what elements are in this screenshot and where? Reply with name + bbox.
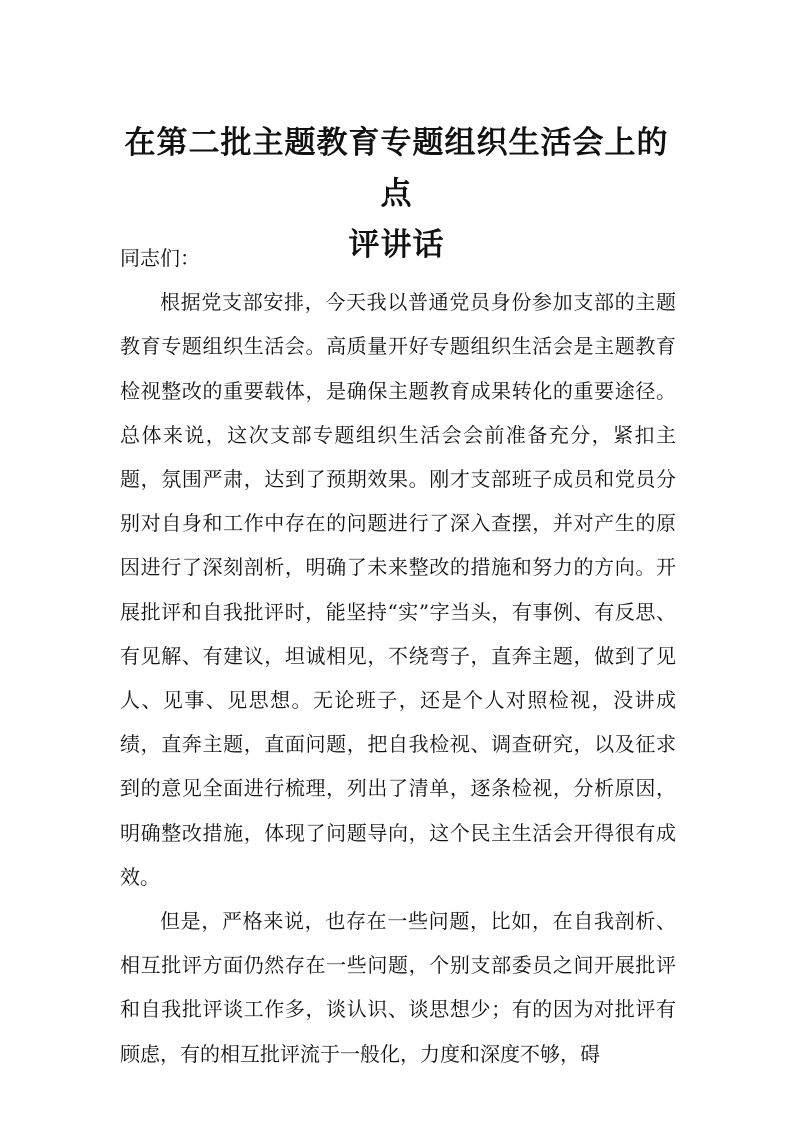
title-line-2: 评讲话	[348, 227, 445, 263]
paragraph: 但是，严格来说，也存在一些问题，比如，在自我剖析、相互批评方面仍然存在一些问题，个别支部委员之间开展批评和自我批评谈工作多，谈认识、谈思想少；有的因为对批评有顾虑，有的相互批评流于一般化，力度和深度不够，碍	[120, 909, 676, 1066]
document-body	[120, 236, 676, 1076]
title-line-1: 在第二批主题教育专题组织生活会上的点	[124, 125, 669, 212]
paragraph: 根据党支部安排，今天我以普通党员身份参加支部的主题教育专题组织生活会。高质量开好专题组织生活会是主题教育检视整改的重要载体，是确保主题教育成果转化的重要途径。总体来说，这次支部专题组织生活会会前准备充分，紧扣主题，氛围严肃，达到了预期效果。刚才支部班子成员和党员分别对自身和工作中存在的问题进行了深入查摆，并对产生的原因进行了深刻剖析，明确了未来整改的措施和努力的方向。开展批评和自我批评时，能坚持“实”字当头，有事例、有反思、有见解、有建议，坦诚相见，不绕弯子，直奔主题，做到了见人、见事、见思想。无论班子，还是个人对照检视，没讲成绩，直奔主题，直面问题，把自我检视、调查研究，以及征求到的意见全面进行梳理，列出了清单，逐条检视，分析原因，明确整改措施，体现了问题导向，这个民主生活会开得很有成效。	[120, 290, 676, 889]
salutation: 同志们：	[120, 246, 200, 270]
